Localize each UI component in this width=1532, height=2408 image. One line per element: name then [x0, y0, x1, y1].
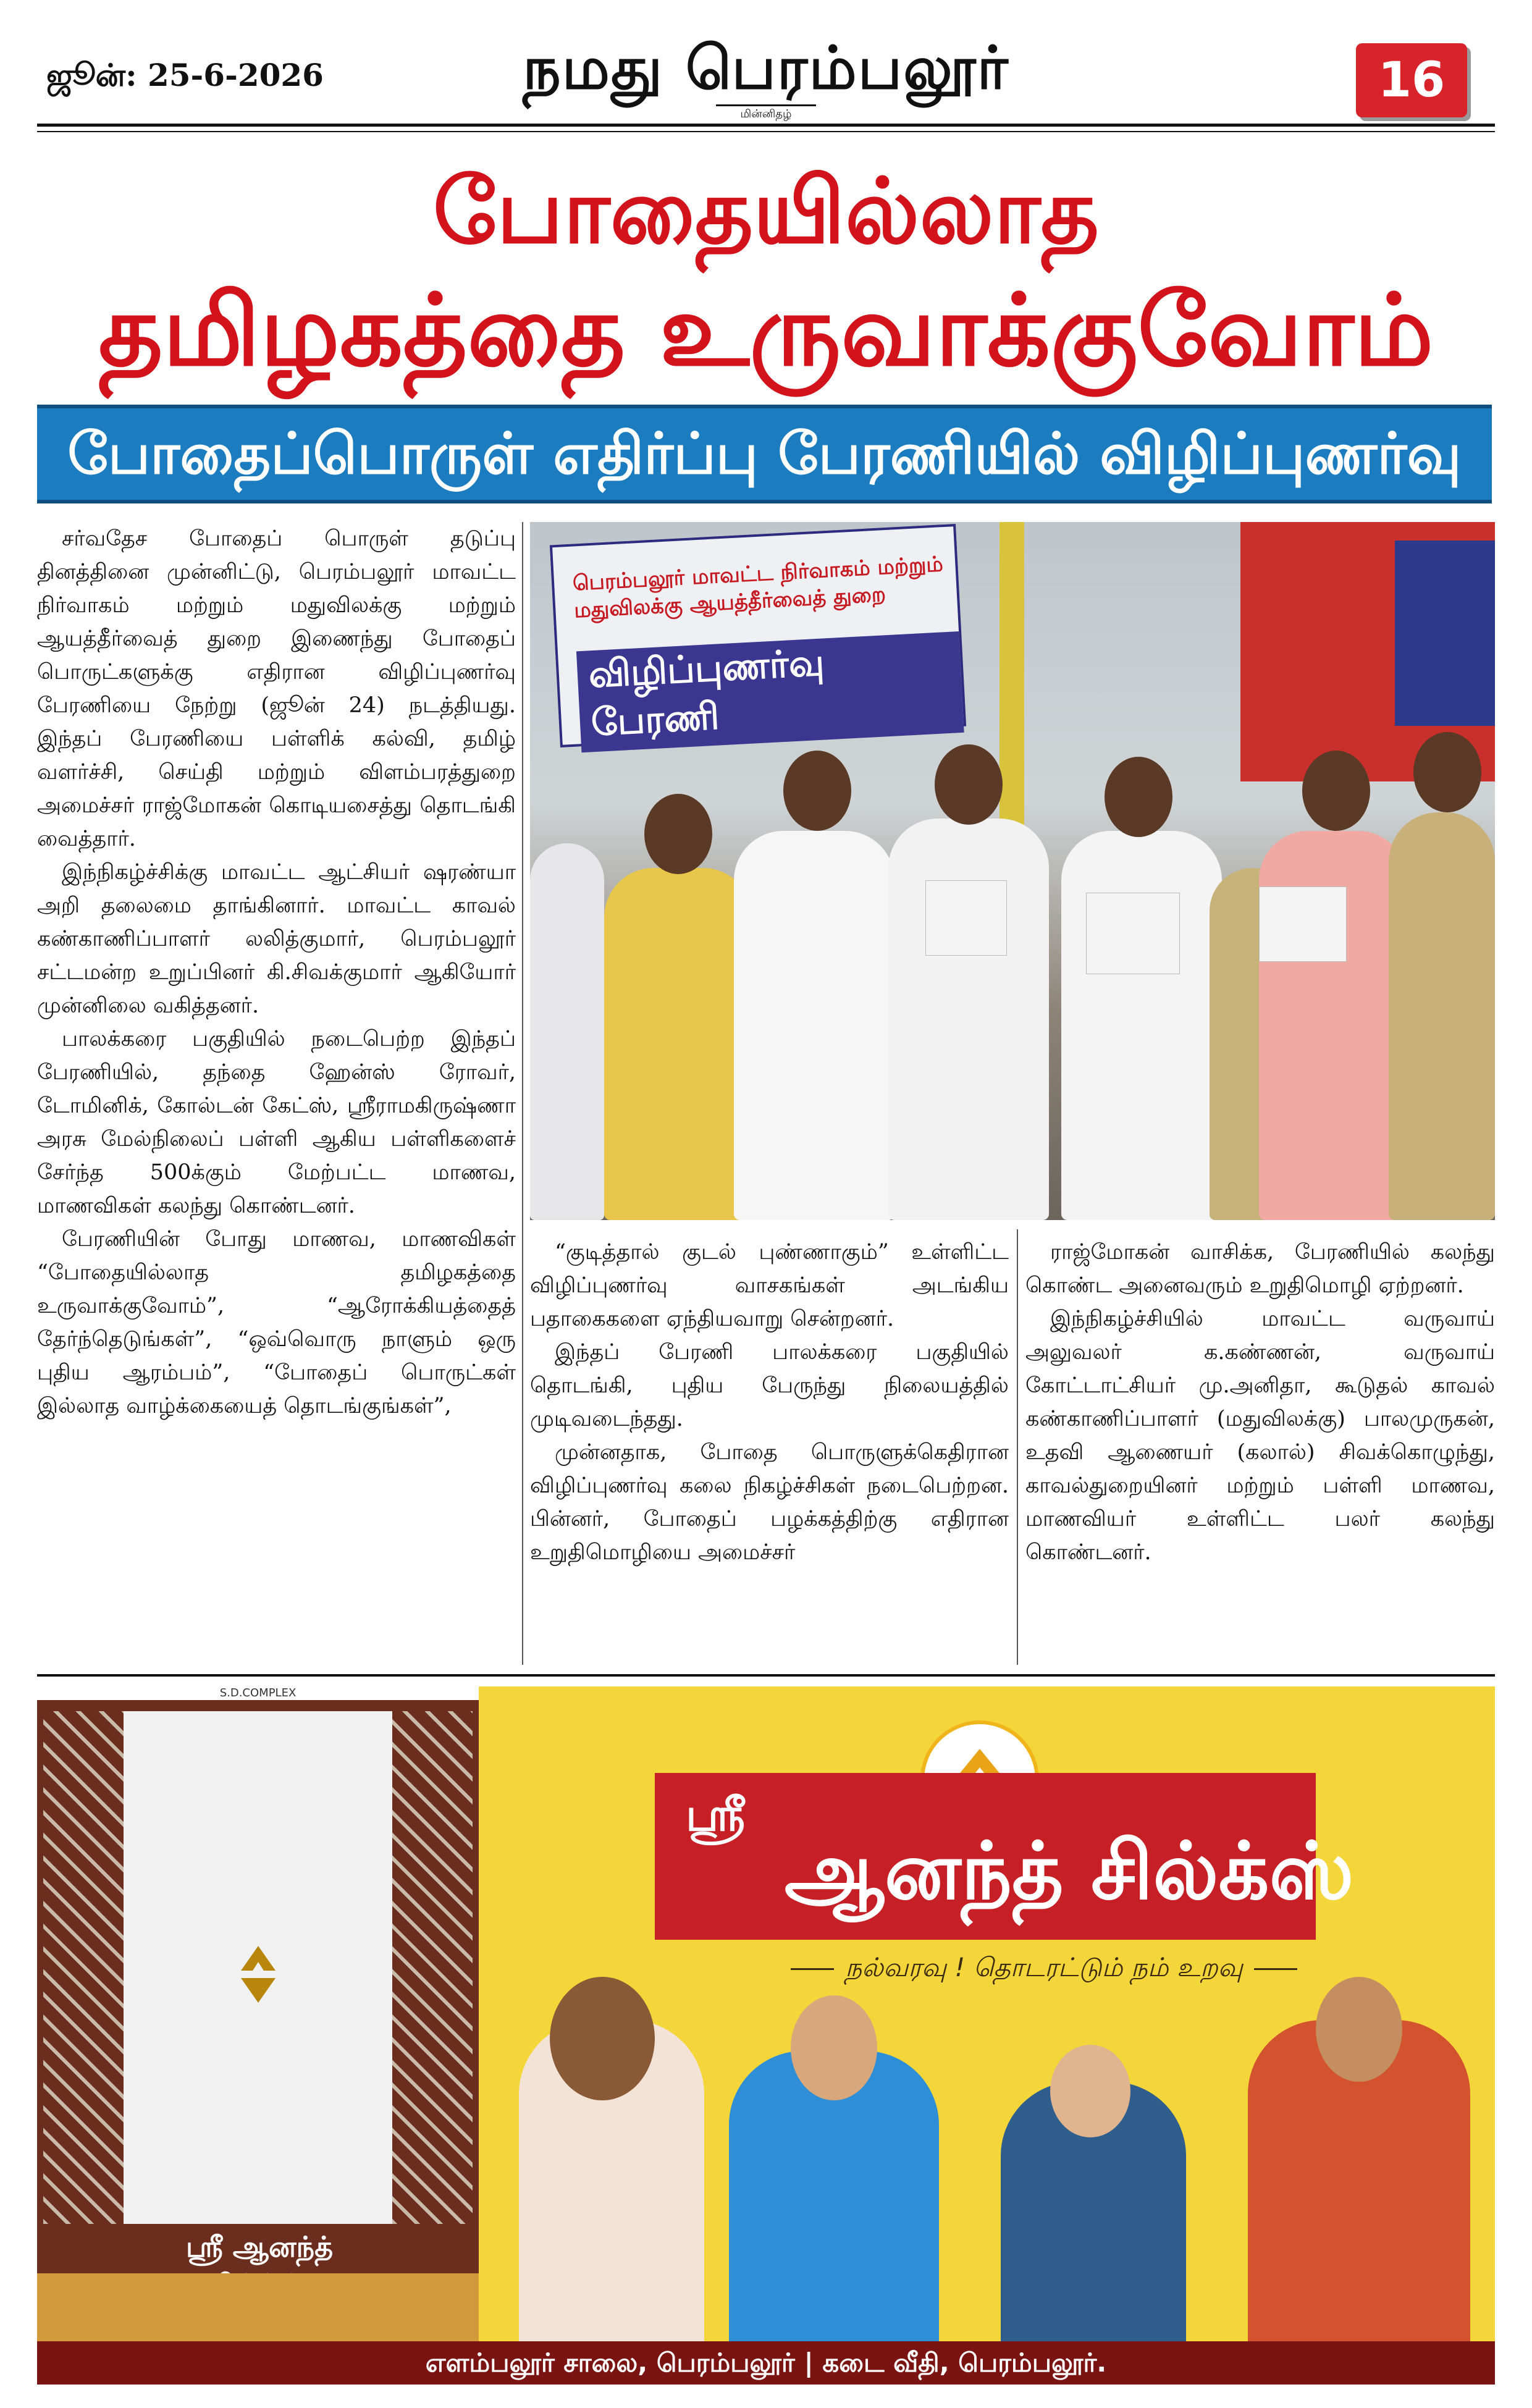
article-column-3 — [1025, 1236, 1495, 1569]
subheading-text: போதைப்பொருள் எதிர்ப்பு பேரணியில் விழிப்புணர்வு — [67, 421, 1462, 487]
head — [935, 744, 1003, 825]
person-woman-yellow-saree — [604, 868, 752, 1220]
issue-date: ஜூன்: 25-6-2026 — [46, 57, 324, 93]
model-head — [791, 1995, 877, 2100]
article-column-1 — [37, 522, 516, 1423]
paragraph: இந்நிகழ்ச்சியில் மாவட்ட வருவாய் அலுவலர் க.கண்ணன், வருவாய் கோட்டாட்சியர் மு.அனிதா, கூடுதல் காவல் கண்காணிப்பாளர் (மதுவிலக்கு) பாலமுருகன், உதவி ஆணையர் (கலால்) சிவக்கொழுந்து, காவல்துறையினர் மற்றும் பள்ளி மாணவ, மாணவியர் உள்ளிட்ட பலர் கலந்து கொண்டனர். — [1025, 1307, 1495, 1565]
pledge-paper — [1259, 886, 1347, 962]
person-police-officer — [1389, 812, 1495, 1220]
headline-line-2: தமிழகத்தை உருவாக்குவோம் — [98, 272, 1434, 388]
district-banner — [1395, 541, 1495, 726]
column-divider — [522, 522, 523, 1665]
headline-line-1: போதையில்லாத — [432, 159, 1099, 264]
column-divider — [1017, 1229, 1018, 1665]
subheading-band — [37, 405, 1492, 503]
brand-prefix: ஸ்ரீ — [686, 1788, 746, 1842]
lattice-left — [43, 1711, 124, 2224]
head — [1105, 757, 1172, 837]
paragraph: முன்னதாக, போதை பொருளுக்கெதிரான விழிப்புணர்வு கலை நிகழ்ச்சிகள் நடைபெற்றன. பின்னர், போதைப் பழக்கத்திற்கு எதிரான உறுதிமொழியை அமைச்சர் — [530, 1440, 1009, 1565]
banner-small-text: பெரம்பலூர் மாவட்ட நிர்வாகம் மற்றும் மதுவிலக்கு ஆயத்தீர்வைத் துறை — [572, 552, 944, 623]
brand-tagline: நல்வரவு ! தொடரட்டும் நம் உறவு — [778, 1952, 1310, 1986]
article-end-rule — [37, 1674, 1495, 1677]
head — [644, 794, 712, 874]
advertisement — [37, 1686, 1495, 2385]
ad-address-footer: எளம்பலூர் சாலை, பெரம்பலூர் | கடை வீதி, பெரம்பலூர். — [37, 2341, 1495, 2385]
masthead-title: நமது பெரம்பலூர் — [523, 33, 1009, 103]
head — [1413, 732, 1481, 812]
brand-name: ஆனந்த் சில்க்ஸ் — [785, 1825, 1354, 1918]
paragraph: சர்வதேச போதைப் பொருள் தடுப்பு தினத்தினை முன்னிட்டு, பெரம்பலூர் மாவட்ட நிர்வாகம் மற்றும் மதுவிலக்கு மற்றும் ஆயத்தீர்வைத் துறை இணைந்து போதைப் பொருட்களுக்கு எதிரான விழிப்புணர்வு பேரணியை நேற்று (ஜூன் 24) நடத்தியது. இந்தப் பேரணியை பள்ளிக் கல்வி, தமிழ் வளர்ச்சி, செய்தி மற்றும் விளம்பரத்துறை அமைச்சர் ராஜ்மோகன் கொடியசைத்து தொடங்கி வைத்தார். — [37, 526, 516, 851]
head — [1302, 751, 1370, 831]
pole — [1000, 522, 1024, 868]
shop-sign: ஸ்ரீ ஆனந்த் — [185, 2230, 334, 2263]
pledge-paper — [1086, 893, 1180, 974]
brand-logo-icon — [124, 1711, 392, 2224]
glass-facade — [124, 1711, 392, 2224]
paragraph: “குடித்தால் குடல் புண்ணாகும்” உள்ளிட்ட விழிப்புணர்வு வாசகங்கள் அடங்கிய பதாகைகளை ஏந்தியவாறு சென்றனர். — [530, 1240, 1009, 1331]
paragraph: ராஜ்மோகன் வாசிக்க, பேரணியில் கலந்து கொண்ட அனைவரும் உறுதிமொழி ஏற்றனர். — [1025, 1240, 1495, 1298]
paragraph: பேரணியின் போது மாணவ, மாணவிகள் “போதையில்லாத தமிழகத்தை உருவாக்குவோம்”, “ஆரோக்கியத்தைத் தேர்ந்தெடுங்கள்”, “ஒவ்வொரு நாளும் ஒரு புதிய ஆரம்பம்”, “போதைப் பொருட்கள் இல்லாத வாழ்க்கையைத் தொடங்குங்கள்”, — [37, 1227, 516, 1418]
banner-large-text: விழிப்புணர்வு பேரணி — [576, 631, 964, 752]
header-rule — [37, 124, 1495, 127]
rally-photo — [530, 522, 1495, 1220]
paragraph: இந்தப் பேரணி பாலக்கரை பகுதியில் தொடங்கி, புதிய பேருந்து நிலையத்தில் முடிவடைந்தது. — [530, 1340, 1009, 1431]
person-minister — [888, 819, 1049, 1220]
masthead-tagline: மின்னிதழ் — [716, 104, 817, 122]
person-white-shirt — [734, 831, 894, 1220]
model-head — [1050, 2045, 1130, 2137]
person-white-shirt — [1061, 831, 1222, 1220]
person — [530, 843, 604, 1220]
showroom-building — [37, 1686, 479, 2341]
building-label: S.D.COMPLEX — [37, 1686, 479, 1700]
paragraph: பாலக்கரை பகுதியில் நடைபெற்ற இந்தப் பேரணியில், தந்தை ஹேன்ஸ் ரோவர், டோமினிக், கோல்டன் கேட்ஸ், ஸ்ரீராமகிருஷ்ணா அரசு மேல்நிலைப் பள்ளி ஆகிய பள்ளிகளைச் சேர்ந்த 500க்கும் மேற்பட்ட மாணவ, மாணவிகள் கலந்து கொண்டனர். — [37, 1027, 516, 1218]
pledge-paper — [925, 880, 1007, 956]
masthead — [488, 34, 1044, 122]
shop-entrance — [37, 2273, 479, 2341]
article-column-2 — [530, 1236, 1009, 1569]
paragraph: இந்நிகழ்ச்சிக்கு மாவட்ட ஆட்சியர் ஷரண்யா அறி தலைமை தாங்கினார். மாவட்ட காவல் கண்காணிப்பாளர் லலித்குமார், பெரம்பலூர் சட்டமன்ற உறுப்பினர் கி.சிவக்குமார் ஆகியோர் முன்னிலை வகித்தனர். — [37, 860, 516, 1018]
model-head — [1316, 1977, 1402, 2082]
event-banner — [550, 524, 966, 747]
page-number-badge: 16 — [1356, 43, 1467, 117]
header-rule-thin — [37, 131, 1495, 132]
model-head — [550, 1977, 655, 2100]
head — [783, 751, 851, 831]
lattice-right — [392, 1711, 473, 2224]
